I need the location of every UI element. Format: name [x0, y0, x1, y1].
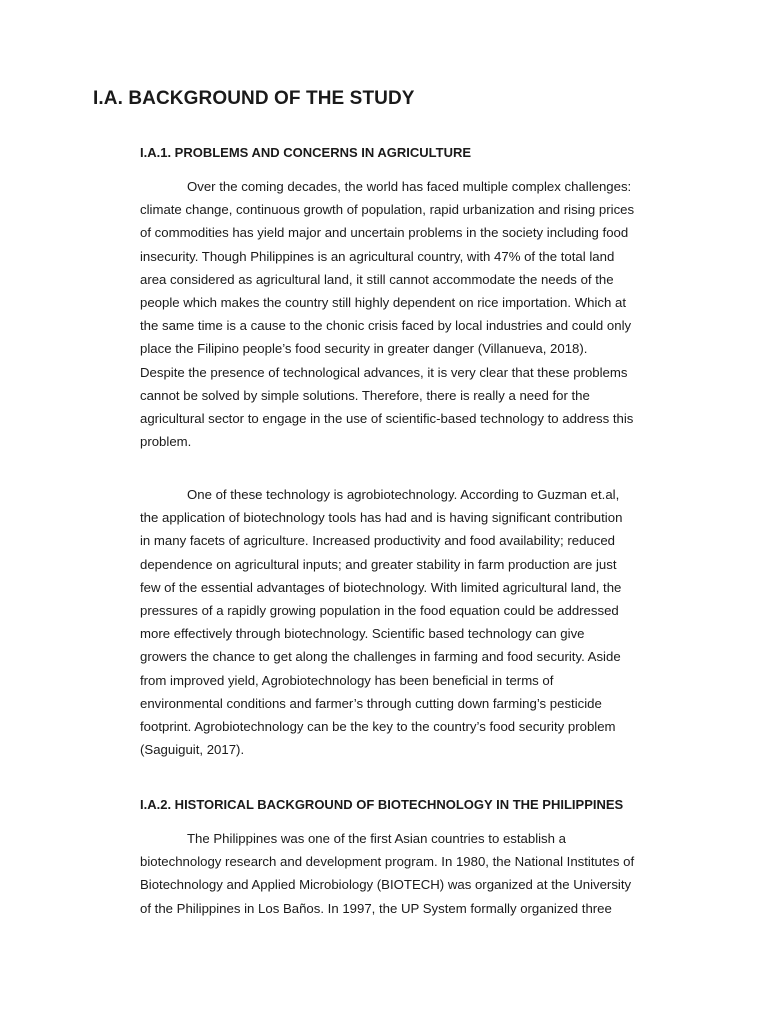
paragraph-problems-concerns — [140, 175, 634, 453]
text-line: people which makes the country still highly dependent on rice importation. Which at — [140, 295, 626, 311]
text-line: of the Philippines in Los Baños. In 1997, the UP System formally organized three — [140, 900, 612, 916]
text-line: few of the essential advantages of biotechnology. With limited agricultural land, the — [140, 579, 622, 595]
text-line: in many facets of agriculture. Increased productivity and food availability; reduced — [140, 533, 616, 549]
text-line: area considered as agricultural land, it still cannot accommodate the needs of the — [140, 271, 614, 287]
text-line: the application of biotechnology tools has had and is having significant contribution — [140, 510, 623, 526]
text-line: Despite the presence of technological advances, it is very clear that these problems — [140, 364, 628, 380]
text-line: place the Filipino people’s food security in greater danger (Villanueva, 2018). — [140, 341, 588, 357]
text-line: of commodities has yield major and uncertain problems in the society including food — [140, 225, 629, 241]
text-line: agricultural sector to engage in the use of scientific-based technology to address this — [140, 411, 634, 427]
text-line: climate change, continuous growth of population, rapid urbanization and rising prices — [140, 202, 635, 218]
text-line: Biotechnology and Applied Microbiology (BIOTECH) was organized at the University — [140, 877, 632, 893]
text-line: Over the coming decades, the world has faced multiple complex challenges: — [187, 179, 632, 194]
text-line: dependence on agricultural inputs; and greater stability in farm production are just — [140, 556, 617, 572]
paragraph-historical-background — [140, 827, 634, 920]
text-line: the same time is a cause to the chonic crisis faced by local industries and could only — [140, 318, 632, 334]
text-line: cannot be solved by simple solutions. Therefore, there is really a need for the — [140, 387, 590, 403]
section-heading-historical: I.A.2. HISTORICAL BACKGROUND OF BIOTECHNOLOGY IN THE PHILIPPINES — [140, 797, 624, 812]
paragraph-agrobiotechnology — [140, 483, 622, 761]
text-line: footprint. Agrobiotechnology can be the key to the country’s food security problem — [140, 719, 616, 735]
text-line: pressures of a rapidly growing population in the food equation could be addressed — [140, 603, 619, 619]
text-line: (Saguiguit, 2017). — [140, 742, 245, 758]
text-line: from improved yield, Agrobiotechnology has been beneficial in terms of — [140, 672, 554, 688]
text-line: insecurity. Though Philippines is an agricultural country, with 47% of the total land — [140, 248, 615, 264]
text-line: biotechnology research and development program. In 1980, the National Institutes of — [140, 854, 635, 870]
text-line: environmental conditions and farmer’s through cutting down farming’s pesticide — [140, 695, 602, 711]
text-line: more effectively through biotechnology. Scientific based technology can give — [140, 626, 585, 642]
text-line: The Philippines was one of the first Asian countries to establish a — [187, 831, 566, 846]
text-line: problem. — [140, 434, 192, 450]
section-heading-problems: I.A.1. PROBLEMS AND CONCERNS IN AGRICULTURE — [140, 145, 472, 160]
text-line: One of these technology is agrobiotechnology. According to Guzman et.al, — [187, 487, 620, 502]
page-title: I.A. BACKGROUND OF THE STUDY — [93, 88, 415, 109]
text-line: growers the chance to get along the challenges in farming and food security. Aside — [140, 649, 621, 665]
